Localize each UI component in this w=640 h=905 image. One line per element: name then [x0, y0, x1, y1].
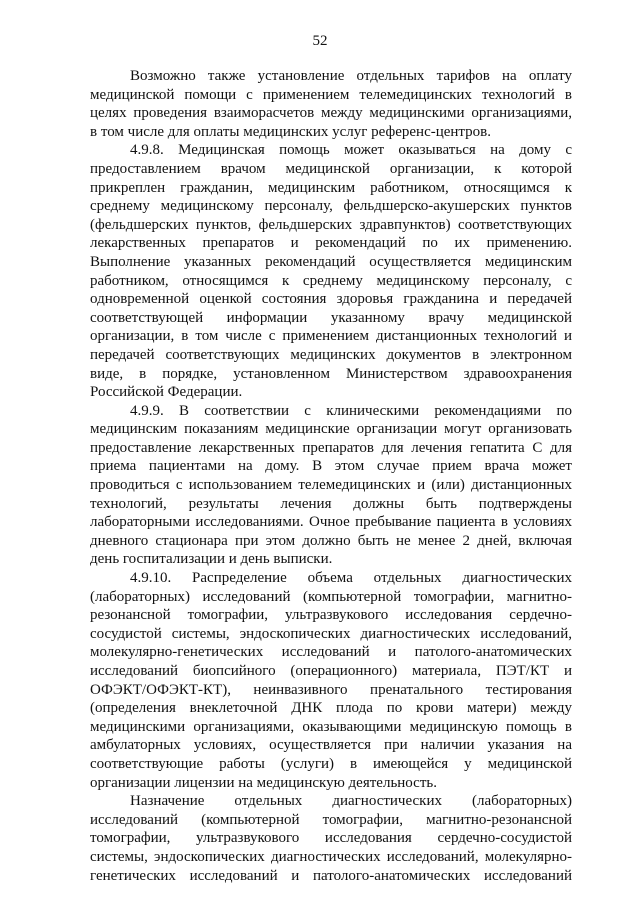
text-line: исследований (компьютерной томографии, магнитно-резонансной [90, 811, 572, 828]
text-line: (лабораторных) исследований (компьютерной томографии, магнитно- [90, 588, 572, 605]
text-line: соответствующей информации указанному врачу медицинской [90, 309, 572, 326]
text-line: ОФЭКТ/ОФЭКТ-КТ), неинвазивного пренатального тестирования [90, 681, 572, 698]
text-line: Выполнение указанных рекомендаций осуществляется медицинским [90, 253, 572, 270]
text-line: резонансной томографии, ультразвукового исследования сердечно- [90, 607, 572, 624]
text-line: прикреплен гражданин, медицинским работником, относящимся к [90, 179, 572, 196]
text-line: сосудистой системы, эндоскопических диагностических исследований, [90, 625, 572, 642]
text-line: организации лицензии на медицинскую деятельность. [90, 774, 437, 791]
text-line: виде, в порядке, установленном Министерством здравоохранения [90, 365, 572, 382]
text-line: целях проведения взаиморасчетов между медицинскими организациями, [90, 105, 572, 122]
text-line: передачей соответствующих медицинских документов в электронном [90, 346, 572, 363]
text-line: Назначение отдельных диагностических (лабораторных) [130, 793, 572, 810]
body-text [90, 67, 572, 885]
text-line: работником, относящимся к среднему медицинскому персоналу, с [90, 272, 572, 289]
text-line: технологий, результаты лечения должны быть подтверждены [90, 495, 572, 512]
text-line: предоставлением врачом медицинской организации, к которой [90, 160, 572, 177]
text-line: предоставление лекарственных препаратов для лечения гепатита С для [90, 439, 572, 456]
text-line: исследований биопсийного (операционного) материала, ПЭТ/КТ и [90, 663, 572, 679]
text-line: среднему медицинскому персоналу, фельдшерско-акушерских пунктов [90, 198, 572, 215]
text-line: системы, эндоскопических диагностических исследований, молекулярно- [90, 848, 572, 865]
text-line: проводиться с использованием телемедицинских и (или) дистанционных [90, 477, 572, 494]
text-line: день госпитализации и день выписки. [90, 551, 333, 568]
text-line: дневного стационара при этом должно быть не менее 2 дней, включая [90, 532, 572, 549]
text-line: 4.9.8. Медицинская помощь может оказываться на дому с [130, 142, 572, 159]
text-line: приема пациентами на дому. В этом случае прием врача может [90, 458, 572, 475]
text-line: (фельдшерских пунктов, фельдшерских здравпунктов) соответствующих [90, 216, 572, 233]
text-line: лабораторными исследованиями. Очное пребывание пациента в условиях [90, 514, 572, 531]
text-line: молекулярно-генетических исследований и патолого-анатомических [90, 644, 572, 661]
text-line: 4.9.10. Распределение объема отдельных диагностических [130, 570, 572, 587]
text-line: Возможно также установление отдельных тарифов на оплату [130, 68, 572, 84]
text-line: (определения внеклеточной ДНК плода по крови матери) между [90, 700, 572, 717]
text-line: соответствующие работы (услуги) в имеющейся у медицинской [90, 755, 572, 772]
text-line: Российской Федерации. [90, 384, 243, 401]
text-line: лекарственных препаратов и рекомендаций по их применению. [90, 235, 572, 252]
text-line: медицинским показаниям медицинские организации могут организовать [90, 421, 572, 438]
text-line: томографии, ультразвукового исследования сердечно-сосудистой [90, 830, 572, 847]
page-number: 52 [312, 33, 328, 49]
text-line: в том числе для оплаты медицинских услуг референс-центров. [90, 123, 492, 140]
text-line: амбулаторных условиях, осуществляется при наличии указания на [90, 737, 572, 754]
text-line: медицинской помощи с применением телемедицинских технологий в [90, 86, 572, 103]
text-line: 4.9.9. В соответствии с клиническими рекомендациями по [130, 402, 572, 419]
text-line: одновременной оценкой состояния здоровья гражданина и передачей [90, 291, 572, 308]
text-line: генетических исследований и патолого-анатомических исследований [90, 867, 572, 884]
text-line: организации, в том числе с применением дистанционных технологий и [90, 328, 572, 345]
text-line: медицинскими организациями, оказывающими медицинскую помощь в [90, 718, 572, 735]
